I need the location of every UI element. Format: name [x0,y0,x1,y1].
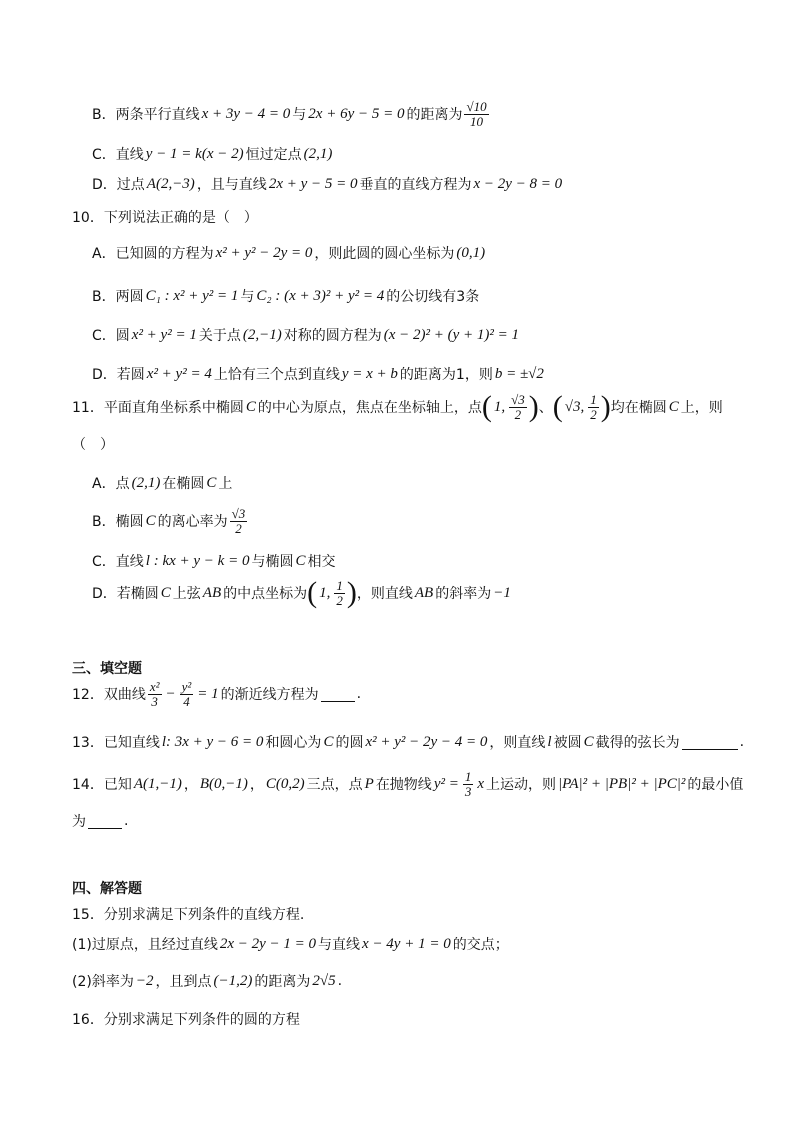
q9b-den: 10 [470,113,484,129]
q11-stem-c: 均在椭圆 [610,400,667,416]
q9d-pt: A(2,−3) [146,175,195,192]
q15-p1-eq2: x − 4y + 1 = 0 [362,935,451,952]
q13-answer-blank[interactable] [682,735,738,750]
q10b-mid: 与 [240,289,255,305]
q11-p1-a: 1, [493,398,506,415]
q13-e: ，则直线 [489,735,546,751]
q14-pt-b: B(0,−1) [199,775,248,792]
q10-stem-text: 10．下列说法正确的是（ ） [72,210,258,226]
q15-part1 [72,934,509,954]
q15-p1-eq1: 2x − 2y − 1 = 0 [219,935,317,952]
q11b-den: 2 [235,520,242,536]
q9d-mid2: 垂直的直线方程为 [359,177,472,193]
q14-eq-b: x [477,775,485,792]
q11-p1-num: √3 [511,391,525,407]
q16-stem [72,1009,300,1029]
q11b-frac [230,507,248,535]
q11a-label: A．点 [92,476,130,492]
q14-line2 [72,811,128,831]
q12-c: . [356,686,362,703]
q10-option-c [92,325,521,345]
q10b-c1: C₁ : x² + y² = 1 [145,287,239,304]
q11d-rparen: ) [346,576,357,609]
q11c-c: C [295,552,306,569]
section-solve-title: 四、解答题 [72,881,142,897]
q10d-mid2: 的距离为1，则 [399,367,493,383]
q14-b: ， [183,777,198,794]
q11d-lparen: ( [307,576,318,609]
q10-option-b [92,286,479,306]
q10a-label: A．已知圆的方程为 [92,246,214,262]
q9b-tail: 的距离为 [406,107,463,124]
q13-eq2: x² + y² − 2y − 4 = 0 [365,733,488,750]
q13 [72,732,744,752]
q11d-label: D．若椭圆 [92,586,159,602]
q10c-eq: x² + y² = 1 [131,326,197,343]
q10-option-d [92,364,546,384]
q11-p1-rparen: ) [528,390,539,423]
q12-n1: x² [149,679,160,694]
q15-stem-text: 15．分别求满足下列条件的直线方程. [72,907,305,923]
q10d-mid: 上恰有三个点到直线 [213,367,340,383]
q10d-eq3: b = ±√2 [494,365,544,382]
q11-c: C [245,398,256,415]
q11a-pt: (2,1) [131,474,161,491]
q12-minus: − [165,685,176,702]
q10c-pt: (2,−1) [242,326,282,343]
q14-expr: |PA|² + |PB|² + |PC|² [558,775,686,792]
q11a-tail: 在椭圆 [162,476,205,492]
q10b-label: B．两圆 [92,289,144,305]
q11-option-c [92,551,335,571]
q10a-pt: (0,1) [456,244,486,261]
q11a-tail2: 上 [218,476,233,492]
q10b-tail: 的公切线有3条 [386,289,480,305]
q15-p1-c: 的交点； [452,937,509,953]
q10d-eq2: y = x + b [341,365,398,382]
q12-eq: = 1 [197,685,219,702]
q9b-eq2: 2x + 6y − 5 = 0 [308,105,405,122]
q9b-num: √10 [466,99,487,114]
q11-stem-d: 上，则 [680,400,723,416]
q9c-eq: y − 1 = k(x − 2) [145,145,244,162]
q14-e: 在抛物线 [375,777,432,794]
section-fill-in-title: 三、填空题 [72,661,142,677]
q13-b: 和圆心为 [265,735,322,751]
q14-pt-a: A(1,−1) [133,775,182,792]
q14 [72,770,743,798]
q10d-label: D．若圆 [92,367,145,383]
q15-p2-pt: (−1,2) [213,972,253,989]
q13-f: 被圆 [553,735,582,751]
q11c-tail: 相交 [307,554,336,570]
q14-c: ， [249,777,264,794]
q11d-val: −1 [493,584,511,601]
q9d-mid: ，且与直线 [196,177,267,193]
q14-end: . [124,813,129,829]
q11b-label: B．椭圆 [92,514,144,531]
q9b-eq1: x + 3y − 4 = 0 [201,105,291,122]
q11-stem-b: 的中心为原点，焦点在坐标轴上，点 [257,400,482,416]
q12 [72,680,361,708]
q11-stem-line2 [72,434,114,454]
q11-p2-frac [588,393,599,421]
q10a-eq: x² + y² − 2y = 0 [215,244,313,261]
q13-d: 的圆 [335,735,364,751]
q11a-c: C [206,474,217,491]
q13-g: 截得的弦长为 [595,735,680,751]
q10c-eq2: (x − 2)² + (y + 1)² = 1 [383,326,519,343]
q11d-mid2: 的中点坐标为 [223,586,308,602]
q11-option-b [92,507,249,535]
q9b-fraction [464,100,488,128]
q12-n2: y² [181,679,192,694]
q14-line2-text: 为 [72,814,86,830]
q11-p1-frac [509,393,527,421]
q11-p2-rparen: ) [600,390,611,423]
q15-p2-a: (2)斜率为 [72,974,134,990]
q16-stem-text: 16．分别求满足下列条件的圆的方程 [72,1012,300,1028]
q10a-mid: ，则此圆的圆心坐标为 [314,246,455,262]
q10-option-a [92,243,487,263]
q11d-tail: 的斜率为 [435,586,492,602]
q11-p2-a: √3, [564,398,585,415]
q11-p1-lparen: ( [481,390,492,423]
q10c-label: C．圆 [92,328,130,344]
q11b-c: C [145,512,156,529]
q14-d: 三点，点 [306,777,363,794]
q14-fn: 1 [464,769,472,784]
q15-p2-c: 的距离为 [254,974,311,990]
q11-option-a [92,473,232,493]
q9d-eq: 2x + y − 5 = 0 [268,175,358,192]
q11c-eq: l : kx + y − k = 0 [145,552,250,569]
q14-f: 上运动，则 [486,777,557,794]
q10c-mid2: 对称的圆方程为 [283,328,382,344]
q11-p2-num: 1 [590,391,597,407]
q12-a: 12．双曲线 [72,687,146,704]
section-fill-in [72,658,142,678]
q12-d2: 4 [183,693,190,709]
q10b-c2: C₂ : (x + 3)² + y² = 4 [256,287,385,304]
q11c-label: C．直线 [92,554,144,570]
q11-stem [72,392,723,422]
q9c-label: C．直线 [92,147,144,163]
q11d-ab2: AB [414,584,434,601]
q13-h: . [739,734,745,750]
q14-answer-blank[interactable] [88,814,122,829]
q11-c2: C [668,398,679,415]
q15-stem [72,904,304,924]
q15-p2-d: 2√5 [312,972,336,989]
q15-part2 [72,971,342,991]
q11d-p-a: 1, [319,584,331,601]
q9b-mid: 与 [292,107,307,124]
q12-b: 的渐近线方程为 [220,687,319,704]
q15-p2-k: −2 [135,972,154,989]
q15-p1-a: (1)过原点，且经过直线 [72,937,218,953]
q9-option-b [92,100,491,128]
q15-p1-b: 与直线 [318,937,361,953]
q11d-den: 2 [336,592,343,608]
q11d-c: C [160,584,171,601]
q15-p2-b: ，且到点 [155,974,212,990]
q14-a: 14．已知 [72,777,132,794]
q11d-frac [334,579,345,607]
q9c-mid: 恒过定点 [245,147,302,163]
q11b-mid: 的离心率为 [157,514,228,531]
q11-stem-paren: （ ） [72,437,114,453]
q11-p2-den: 2 [590,406,597,422]
q13-c: C [323,733,334,750]
q13-c2: C [583,733,594,750]
q10-stem [72,207,258,227]
q9-option-c [92,144,334,164]
q9d-eq2: x − 2y − 8 = 0 [473,175,563,192]
q12-frac2 [180,680,194,708]
q11d-num: 1 [336,577,343,593]
q11-p2-lparen: ( [552,390,563,423]
q14-frac [463,770,474,798]
q11-stem-a: 11．平面直角坐标系中椭圆 [72,400,244,416]
q13-eq: l: 3x + y − 6 = 0 [161,733,264,750]
q12-frac1 [148,680,162,708]
q9c-pt: (2,1) [303,145,333,162]
q13-l: l [547,733,552,750]
q14-g: 的最小值 [687,777,744,794]
q11-sep: 、 [538,400,553,416]
q12-answer-blank[interactable] [321,687,355,702]
q9d-label: D．过点 [92,177,145,193]
q11d-ab: AB [202,584,222,601]
section-solve [72,878,142,898]
q11c-mid: 与椭圆 [251,554,294,570]
q10d-eq: x² + y² = 4 [146,365,212,382]
q11d-mid3: ，则直线 [356,586,413,602]
q11b-num: √3 [231,506,246,521]
q11-p1-den: 2 [514,406,522,422]
q9b-label: B．两条平行直线 [92,107,200,124]
q14-fd: 3 [464,783,472,799]
q11d-mid: 上弦 [172,586,201,602]
q15-p2-e: . [337,973,343,989]
q13-a: 13．已知直线 [72,735,160,751]
q10c-mid: 关于点 [198,328,241,344]
q9-option-d [92,174,564,194]
q14-p: P [364,775,374,792]
q12-d1: 3 [151,693,158,709]
q14-eq-a: y² = [433,775,459,792]
q11-option-d [92,578,513,608]
q14-pt-c: C(0,2) [265,775,305,792]
